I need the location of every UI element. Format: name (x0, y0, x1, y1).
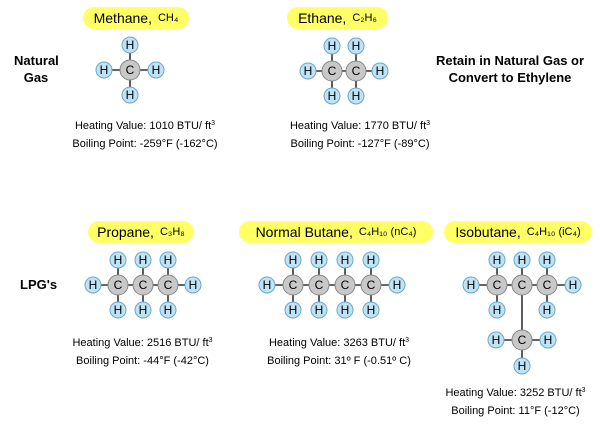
normal-butane-carbon-atom (335, 275, 355, 295)
svg-text:H: H (366, 303, 376, 317)
svg-text:H: H (327, 39, 337, 53)
isobutane-hydrogen-atom (489, 252, 505, 268)
svg-text:H: H (491, 333, 501, 347)
lpg-label: LPG's (20, 277, 58, 292)
svg-text:H: H (351, 39, 361, 53)
ethane-stats (270, 115, 450, 153)
normal-butane-hydrogen-atom (337, 252, 353, 268)
svg-text:C: C (340, 278, 350, 292)
svg-text:H: H (163, 253, 173, 267)
normal-butane-hydrogen-atom (363, 252, 379, 268)
methane-boiling-point: Boiling Point: -259°F (-162°C) (72, 138, 218, 150)
ethane-carbon-atom (322, 61, 342, 81)
svg-text:H: H (340, 253, 350, 267)
svg-text:H: H (492, 253, 502, 267)
methane-hydrogen-atom (122, 37, 138, 53)
svg-text:C: C (366, 278, 376, 292)
svg-text:C: C (163, 278, 173, 292)
svg-text:H: H (314, 303, 324, 317)
isobutane-carbon-atom (512, 330, 532, 350)
svg-text:H: H (351, 89, 361, 103)
isobutane-hydrogen-atom (514, 358, 530, 374)
ethane-boiling-point: Boiling Point: -127°F (-89°C) (290, 138, 430, 150)
ethane-formula: C₂H₆ (352, 12, 377, 24)
isobutane-hydrogen-atom (488, 332, 504, 348)
ethane-hydrogen-atom (324, 38, 340, 54)
svg-text:C: C (517, 333, 527, 347)
ethane-hydrogen-atom (372, 63, 388, 79)
propane-carbon-atom (108, 275, 128, 295)
propane-hydrogen-atom (85, 277, 101, 293)
normal-butane-molecule (259, 252, 405, 318)
methane-heating-value: Heating Value: 1010 BTU/ $ft^3$ (74, 120, 216, 132)
svg-text:H: H (113, 253, 123, 267)
propane-carbon-atom (133, 275, 153, 295)
svg-text:H: H (327, 89, 337, 103)
ethane-hydrogen-atom (324, 88, 340, 104)
svg-text:C: C (314, 278, 324, 292)
ethane-hydrogen-atom (348, 88, 364, 104)
normal-butane-hydrogen-atom (285, 302, 301, 318)
svg-text:C: C (327, 64, 337, 78)
svg-text:H: H (340, 303, 350, 317)
svg-text:H: H (392, 278, 402, 292)
normal-butane-boiling-point: Boiling Point: 31º F (-0.51º C) (267, 355, 411, 367)
svg-text:C: C (517, 278, 527, 292)
svg-text:H: H (262, 278, 272, 292)
isobutane-hydrogen-atom (539, 252, 555, 268)
svg-text:H: H (288, 253, 298, 267)
propane-boiling-point: Boiling Point: -44°F (-42°C) (76, 355, 209, 367)
propane-hydrogen-atom (135, 252, 151, 268)
isobutane-label (444, 221, 592, 243)
normal-butane-formula: C₄H₁₀ (nC₄) (358, 226, 417, 238)
isobutane-hydrogen-atom (540, 332, 556, 348)
svg-text:H: H (138, 303, 148, 317)
svg-text:H: H (138, 253, 148, 267)
isobutane-hydrogen-atom (489, 302, 505, 318)
ethane-name: Ethane, (298, 10, 347, 26)
isobutane-carbon-atom (512, 275, 532, 295)
normal-butane-hydrogen-atom (311, 252, 327, 268)
methane-hydrogen-atom (122, 87, 138, 103)
ethane-carbon-atom (346, 61, 366, 81)
svg-text:H: H (125, 88, 135, 102)
svg-text:C: C (542, 278, 552, 292)
svg-text:H: H (542, 253, 552, 267)
methane-carbon-atom (120, 60, 140, 80)
retain-label: Retain in Natural Gas or Convert to Ethylene (435, 53, 585, 85)
isobutane-formula: C₄H₁₀ (iC₄) (526, 226, 581, 238)
methane-name: Methane, (93, 10, 152, 26)
normal-butane-carbon-atom (309, 275, 329, 295)
normal-butane-hydrogen-atom (337, 302, 353, 318)
normal-butane-heating-value: Heating Value: 3263 BTU/ $ft^3$ (268, 337, 410, 349)
isobutane-carbon-atom (537, 275, 557, 295)
ethane-hydrogen-atom (348, 38, 364, 54)
propane-hydrogen-atom (160, 252, 176, 268)
propane-heating-value: Heating Value: 2516 BTU/ $ft^3$ (72, 337, 213, 349)
svg-text:H: H (125, 38, 135, 52)
normal-butane-carbon-atom (361, 275, 381, 295)
methane-stats (60, 115, 230, 153)
propane-hydrogen-atom (135, 302, 151, 318)
svg-text:C: C (288, 278, 298, 292)
normal-butane-hydrogen-atom (389, 277, 405, 293)
normal-butane-hydrogen-atom (285, 252, 301, 268)
svg-text:H: H (542, 303, 552, 317)
isobutane-boiling-point: Boiling Point: 11°F (-12°C) (451, 405, 580, 417)
svg-text:H: H (366, 253, 376, 267)
svg-text:C: C (125, 63, 135, 77)
natural-gas-label: Natural Gas (14, 53, 59, 85)
methane-formula: CH₄ (157, 12, 179, 24)
svg-text:H: H (113, 303, 123, 317)
ethane-heating-value: Heating Value: 1770 BTU/ $ft^3$ (289, 120, 431, 132)
propane-formula: C₃H₈ (159, 226, 185, 238)
isobutane-molecule (463, 252, 581, 374)
svg-text:H: H (517, 253, 527, 267)
svg-text:H: H (568, 278, 578, 292)
methane-molecule (96, 37, 164, 103)
svg-text:H: H (88, 278, 98, 292)
isobutane-name: Isobutane, (455, 224, 521, 240)
propane-molecule (85, 252, 201, 318)
propane-hydrogen-atom (110, 302, 126, 318)
svg-text:H: H (288, 303, 298, 317)
propane-stats (60, 332, 225, 370)
svg-text:H: H (314, 253, 324, 267)
isobutane-carbon-atom (487, 275, 507, 295)
propane-carbon-atom (158, 275, 178, 295)
isobutane-hydrogen-atom (565, 277, 581, 293)
methane-hydrogen-atom (148, 62, 164, 78)
propane-hydrogen-atom (185, 277, 201, 293)
svg-text:H: H (517, 359, 527, 373)
normal-butane-hydrogen-atom (363, 302, 379, 318)
ethane-hydrogen-atom (300, 63, 316, 79)
svg-text:H: H (163, 303, 173, 317)
svg-text:H: H (188, 278, 198, 292)
normal-butane-hydrogen-atom (311, 302, 327, 318)
propane-name: Propane, (97, 224, 154, 240)
svg-text:H: H (492, 303, 502, 317)
isobutane-hydrogen-atom (463, 277, 479, 293)
isobutane-heating-value: Heating Value: 3252 BTU/ $ft^3$ (445, 387, 586, 399)
propane-label (88, 221, 194, 243)
svg-text:H: H (543, 333, 553, 347)
normal-butane-label (239, 221, 433, 243)
propane-hydrogen-atom (160, 302, 176, 318)
normal-butane-hydrogen-atom (259, 277, 275, 293)
svg-text:H: H (151, 63, 161, 77)
normal-butane-name: Normal Butane, (255, 224, 353, 240)
isobutane-hydrogen-atom (539, 302, 555, 318)
svg-text:H: H (303, 64, 313, 78)
isobutane-hydrogen-atom (514, 252, 530, 268)
isobutane-stats (433, 382, 598, 420)
propane-hydrogen-atom (110, 252, 126, 268)
ethane-label (287, 7, 388, 29)
ethane-molecule (300, 38, 388, 104)
methane-label (83, 7, 189, 29)
svg-text:C: C (492, 278, 502, 292)
normal-butane-stats (254, 332, 424, 370)
methane-hydrogen-atom (96, 62, 112, 78)
svg-text:C: C (138, 278, 148, 292)
normal-butane-carbon-atom (283, 275, 303, 295)
svg-text:C: C (113, 278, 123, 292)
svg-text:H: H (99, 63, 109, 77)
svg-text:H: H (375, 64, 385, 78)
svg-text:C: C (351, 64, 361, 78)
svg-text:H: H (466, 278, 476, 292)
